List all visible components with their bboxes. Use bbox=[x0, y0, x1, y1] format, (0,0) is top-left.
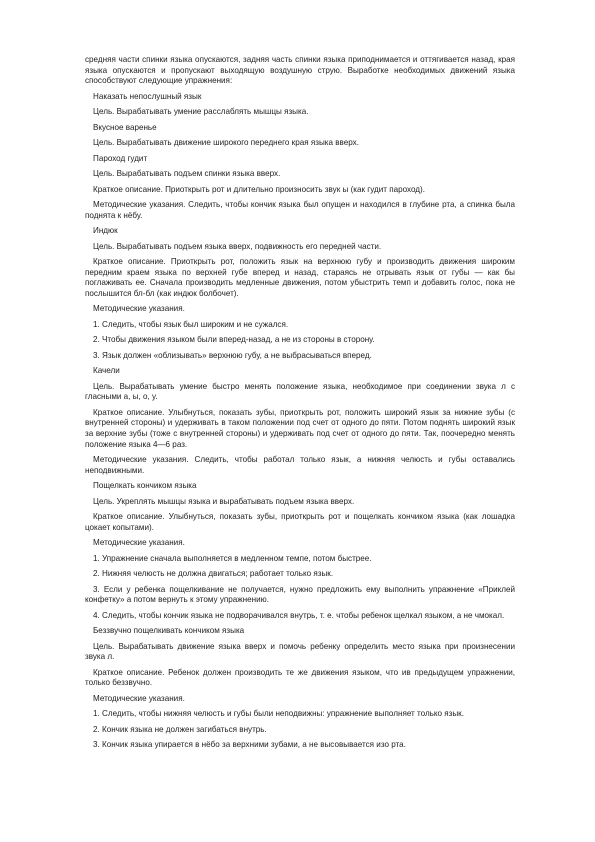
description-text: Краткое описание. Приоткрыть рот, положить язык на верхнюю губу и производить движения широким передним краем языка по верхней губе вперед и назад, стараясь не отрывать язык от губы — как бы поглаживать ее. Сначала производить медленные движения, потом убыстрить темп и добавить голос, пока не послышится бл-бл (как индюк болбочет). bbox=[85, 257, 515, 298]
numbered-note: 2. Чтобы движения языком были вперед-назад, а не из стороны в сторону. bbox=[93, 335, 375, 345]
exercise-title-punish-tongue: Наказать непослушный язык bbox=[93, 91, 202, 101]
document-page bbox=[85, 55, 515, 756]
numbered-note: 3. Кончик языка упирается в нёбо за верхними зубами, а не высовывается изо рта. bbox=[93, 740, 406, 750]
description-text: Краткое описание. Улыбнуться, показать зубы, приоткрыть рот и пощелкать кончиком языка (как лошадка цокает копытами). bbox=[85, 512, 515, 532]
exercise-title-swing: Качели bbox=[93, 366, 120, 376]
numbered-note: 2. Нижняя челюсть не должна двигаться; работает только язык. bbox=[93, 569, 334, 579]
numbered-note: 4. Следить, чтобы кончик языка не подворачивался внутрь, т. е. чтобы ребенок щелкал языком, а не чмокал. bbox=[93, 610, 505, 620]
description-text: Краткое описание. Улыбнуться, показать зубы, приоткрыть рот, положить широкий язык за нижние зубы (с внутренней стороны) и удерживать в таком положении под счет от одного до пяти. Потом поднять широкий язык за верхние зубы (тоже с внутренней стороны) и удерживать под счет от одного до пяти. Так, поочередно менять положение языка 4—6 раз. bbox=[85, 407, 515, 449]
goal-text: Цель. Вырабатывать умение расслаблять мышцы языка. bbox=[93, 107, 309, 117]
description-text: Краткое описание. Приоткрыть рот и длительно произносить звук ы (как гудит пароход). bbox=[93, 184, 425, 194]
exercise-title-turkey: Индюк bbox=[93, 226, 118, 236]
method-notes-heading: Методические указания. bbox=[93, 538, 185, 548]
numbered-note: 1. Следить, чтобы язык был широким и не сужался. bbox=[93, 319, 289, 329]
exercise-title-click-tongue: Пощелкать кончиком языка bbox=[93, 481, 197, 491]
goal-text: Цель. Вырабатывать движение языка вверх и помочь ребенку определить место языка при произнесении звука л. bbox=[85, 641, 515, 662]
method-notes-heading: Методические указания. bbox=[93, 304, 185, 314]
numbered-note: 2. Кончик языка не должен загибаться внутрь. bbox=[93, 724, 267, 734]
description-text: Краткое описание. Ребенок должен производить те же движения языком, что ив предыдущем упражнении, только беззвучно. bbox=[85, 667, 515, 688]
goal-text: Цель. Вырабатывать движение широкого переднего края языка вверх. bbox=[93, 138, 359, 148]
numbered-note: 1. Следить, чтобы нижняя челюсть и губы были неподвижны: упражнение выполняет только язык. bbox=[93, 709, 464, 719]
goal-text: Цель. Вырабатывать подъем спинки языка вверх. bbox=[93, 169, 281, 179]
exercise-title-tasty-jam: Вкусное варенье bbox=[93, 122, 157, 132]
method-notes-text: Методические указания. Следить, чтобы работал только язык, а нижняя челюсть и губы оставались неподвижными. bbox=[85, 455, 515, 475]
numbered-note: 1. Упражнение сначала выполняется в медленном темпе, потом быстрее. bbox=[93, 553, 372, 563]
method-notes-heading: Методические указания. bbox=[93, 693, 185, 703]
goal-text: Цель. Укреплять мышцы языка и вырабатывать подъем языка вверх. bbox=[93, 496, 355, 506]
method-notes-text: Методические указания. Следить, чтобы кончик языка был опущен и находился в глубине рта, а спинка была поднята к нёбу. bbox=[85, 200, 515, 220]
exercise-title-silent-click: Беззвучно пощелкивать кончиком языка bbox=[93, 626, 245, 636]
exercise-title-steamboat: Пароход гудит bbox=[93, 153, 148, 163]
goal-text: Цель. Вырабатывать подъем языка вверх, подвижность его передней части. bbox=[93, 241, 382, 251]
intro-paragraph: средняя части спинки языка опускаются, задняя часть спинки языка приподнимается и оттягивается назад, края языка опускаются и пропускают выходящую воздушную струю. Выработке необходимых движений языка способствуют следующие упражнения: bbox=[85, 55, 515, 86]
goal-text: Цель. Вырабатывать умение быстро менять положение языка, необходимое при соединении звука л с гласными а, ы, о, у. bbox=[85, 381, 515, 402]
numbered-note: 3. Если у ребенка пощелкивание не получается, нужно предложить ему выполнить упражнение «Приклей конфетку» а потом вернуть к этому упражнению. bbox=[85, 584, 515, 605]
numbered-note: 3. Язык должен «облизывать» верхнюю губу, а не выбрасываться вперед. bbox=[93, 350, 372, 360]
